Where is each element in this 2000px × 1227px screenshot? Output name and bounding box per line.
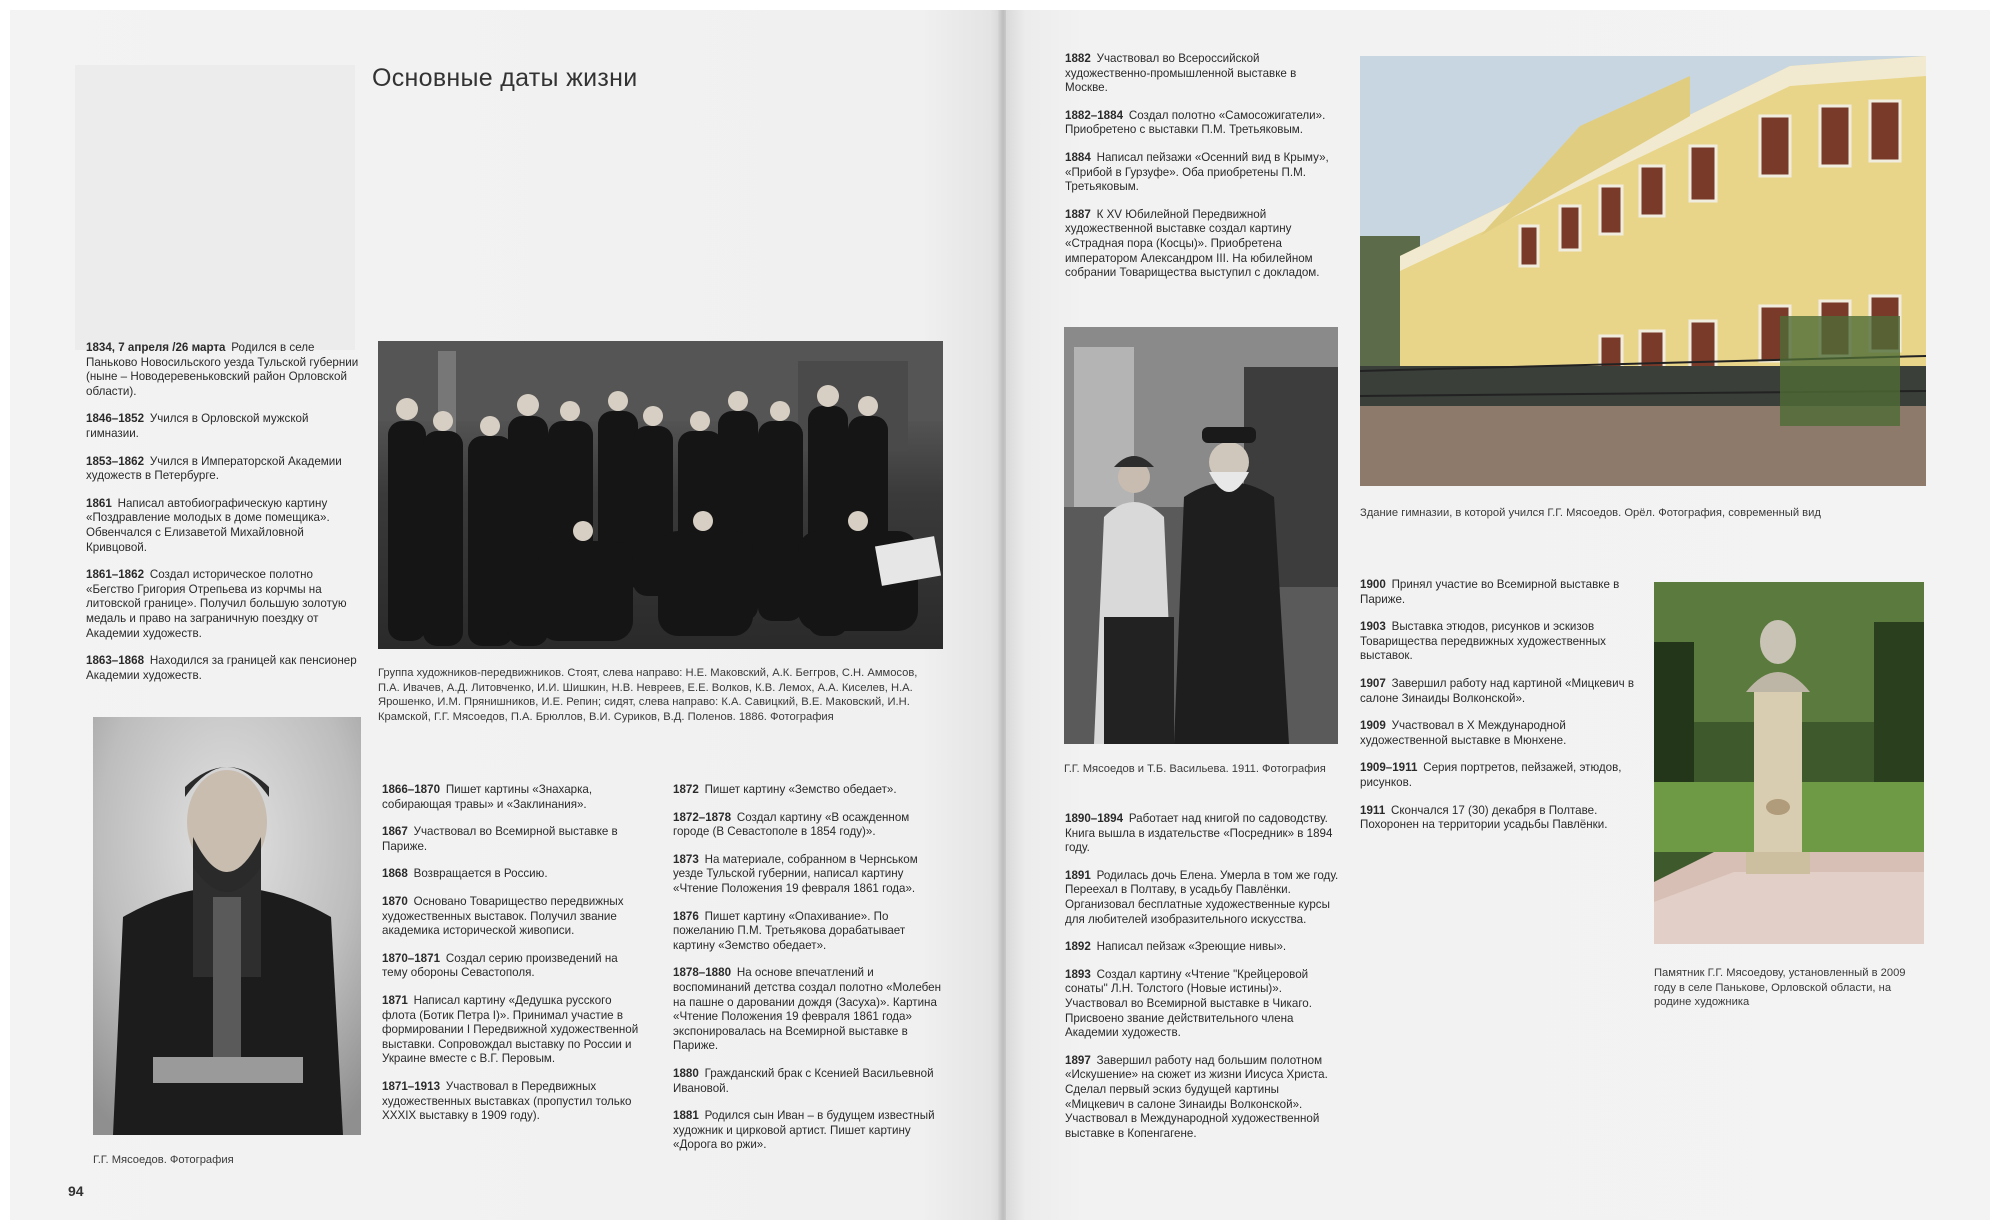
timeline-entry <box>382 783 642 812</box>
timeline-text: Родился сын Иван – в будущем известный художник и цирковой артист. Пишет картину «Дорога во ржи». <box>673 1109 935 1152</box>
timeline-entry <box>1065 940 1340 955</box>
timeline-text: Завершил работу над большим полотном «Искушение» на сюжет из жизни Иисуса Христа. Сделал первый эскиз будущей картины «Мицкевич в салоне Зинаиды Волконской». Участвовал в Международной художественной выставке в Копенгагене. <box>1065 1053 1328 1140</box>
timeline-left <box>86 341 361 696</box>
timeline-text: Учился в Императорской Академии художеств в Петербурге. <box>86 454 342 483</box>
timeline-entry <box>1065 109 1340 138</box>
timeline-entry <box>673 1109 941 1153</box>
page-title: Основные даты жизни <box>372 64 638 92</box>
timeline-text: Создал картину «В осажденном городе (В Севастополе в 1854 году)». <box>673 810 910 839</box>
timeline-entry <box>86 497 361 555</box>
timeline-text: На материале, собранном в Чернськом уезде Тульской губернии, написал картину «Чтение Положения 19 февраля 1861 года». <box>673 852 918 895</box>
timeline-entry <box>1360 620 1635 664</box>
timeline-date: 1853–1862 <box>86 454 145 468</box>
timeline-text: Создал картину «Чтение "Крейцеровой сонаты" Л.Н. Толстого (Новые истины)». Участвовал во Всемирной выставке в Чикаго. Присвоено звание действительного члена Академии художеств. <box>1065 967 1312 1040</box>
timeline-entry <box>382 1080 642 1124</box>
building-photo <box>1360 56 1926 486</box>
timeline-entry <box>382 952 642 981</box>
timeline-text: Выставка этюдов, рисунков и эскизов Товарищества передвижных художественных выставок. <box>1360 620 1606 663</box>
timeline-text: Участвовал в Передвижных художественных выставках (пропустил только XXXIX выставку в 1909 году). <box>382 1079 632 1123</box>
timeline-text: Пишет картину «Земство обедает». <box>704 783 897 796</box>
timeline-entry <box>673 811 941 840</box>
timeline-date: 1870–1871 <box>382 951 441 965</box>
timeline-text: Участвовал в X Международной художественной выставке в Мюнхене. <box>1360 719 1567 747</box>
decorative-panel <box>75 65 355 350</box>
timeline-entry <box>86 654 361 683</box>
portrait-caption: Г.Г. Мясоедов. Фотография <box>93 1154 234 1166</box>
timeline-entry <box>1360 804 1635 833</box>
timeline-right-col <box>1360 578 1635 846</box>
monument-photo <box>1654 582 1924 944</box>
timeline-entry <box>86 455 361 484</box>
timeline-text: Скончался 17 (30) декабря в Полтаве. Похоронен на территории усадьбы Павлёнки. <box>1360 803 1608 832</box>
timeline-text: Возвращается в Россию. <box>413 867 548 881</box>
page-number: 94 <box>68 1183 84 1199</box>
timeline-date: 1890–1894 <box>1065 812 1124 825</box>
timeline-date: 1891 <box>1065 868 1091 882</box>
timeline-entry <box>673 1067 941 1096</box>
timeline-date: 1893 <box>1065 967 1091 981</box>
timeline-date: 1882–1884 <box>1065 108 1124 122</box>
timeline-date: 1876 <box>673 909 699 923</box>
timeline-right-mid <box>1065 812 1340 1154</box>
timeline-date: 1882 <box>1065 52 1091 65</box>
timeline-text: Участвовал во Всемирной выставке в Париже. <box>382 825 618 853</box>
timeline-date: 1873 <box>673 852 699 866</box>
portrait-photo <box>93 717 361 1135</box>
monument-photo-caption: Памятник Г.Г. Мясоедову, установленный в 2009 году в селе Панькове, Орловской области, на родине художника <box>1654 967 1906 1009</box>
timeline-text: Создал историческое полотно «Бегство Григория Отрепьева из корчмы на литовской границе». Получил большую золотую медаль и право на заграничную поездку от Академии художеств. <box>86 568 347 640</box>
timeline-date: 1892 <box>1065 940 1091 954</box>
timeline-text: Серия портретов, пейзажей, этюдов, рисунков. <box>1360 761 1622 789</box>
timeline-text: Участвовал во Всероссийской художественно-промышленной выставке в Москве. <box>1065 52 1297 95</box>
timeline-entry <box>1065 151 1340 195</box>
timeline-entry <box>673 853 941 897</box>
timeline-date: 1872 <box>673 783 699 796</box>
timeline-entry <box>673 966 941 1054</box>
timeline-text: Написал пейзажи «Осенний вид в Крыму», «Прибой в Гурзуфе». Оба приобретены П.М. Третьяковым. <box>1065 150 1329 194</box>
timeline-mid-col1 <box>382 783 642 1137</box>
timeline-entry <box>1360 719 1635 748</box>
timeline-text: Находился за границей как пенсионер Академии художеств. <box>86 654 357 682</box>
timeline-text: Учился в Орловской мужской гимназии. <box>86 412 309 440</box>
timeline-date: 1878–1880 <box>673 966 732 980</box>
timeline-text: Создал серию произведений на тему обороны Севастополя. <box>382 951 618 980</box>
timeline-mid-col2 <box>673 783 941 1166</box>
timeline-date: 1863–1868 <box>86 654 145 668</box>
timeline-entry <box>1065 52 1340 96</box>
couple-photo <box>1064 327 1338 744</box>
timeline-date: 1884 <box>1065 150 1091 164</box>
timeline-entry <box>86 341 361 399</box>
timeline-text: Завершил работу над картиной «Мицкевич в салоне Зинаиды Волконской». <box>1360 676 1634 705</box>
timeline-date: 1897 <box>1065 1053 1091 1067</box>
timeline-text: Принял участие во Всемирной выставке в Париже. <box>1360 578 1620 606</box>
timeline-date: 1871–1913 <box>382 1079 441 1093</box>
timeline-date: 1866–1870 <box>382 783 441 796</box>
timeline-text: На основе впечатлений и воспоминаний детства создал полотно «Молебен на пашне о даровании дождя (Засуха)». Картина «Чтение Положения 19 февраля 1861 года» экспонировалась на Всемирной выставке в Париже. <box>673 966 942 1053</box>
timeline-text: Написал картину «Дедушка русского флота (Ботик Петра I)». Принимал участие в формировании I Передвижной художественной выставки. Сопровождал выставку по России и Украине вместе с В.Г. Перовым. <box>382 993 639 1066</box>
timeline-date: 1846–1852 <box>86 412 145 426</box>
timeline-date: 1909–1911 <box>1360 761 1418 775</box>
timeline-entry <box>673 783 941 798</box>
timeline-date: 1909 <box>1360 719 1386 733</box>
timeline-date: 1900 <box>1360 578 1386 591</box>
timeline-text: Написал автобиографическую картину «Поздравление молодых в доме помещика». Обвенчался с Елизаветой Михайловной Кривцовой. <box>86 496 330 554</box>
timeline-date: 1872–1878 <box>673 810 732 824</box>
timeline-text: Пишет картину «Опахивание». По пожеланию П.М. Третьякова дорабатывает картину «Земство обедает». <box>673 909 906 952</box>
timeline-entry <box>382 895 642 939</box>
timeline-date: 1870 <box>382 894 408 908</box>
timeline-text: Работает над книгой по садоводству. Книга вышла в издательстве «Посредник» в 1894 году. <box>1065 812 1333 855</box>
timeline-entry <box>382 867 642 882</box>
timeline-date: 1868 <box>382 867 408 881</box>
timeline-date: 1907 <box>1360 676 1386 690</box>
timeline-text: Написал пейзаж «Зреющие нивы». <box>1096 940 1287 954</box>
timeline-date: 1834, 7 апреля /26 марта <box>86 341 226 354</box>
timeline-entry <box>86 412 361 441</box>
timeline-date: 1871 <box>382 993 408 1007</box>
timeline-entry <box>382 825 642 854</box>
timeline-text: Родился в селе Паньково Новосильского уезда Тульской губернии (ныне – Новодеревеньковский район Орловской области). <box>86 341 359 398</box>
group-photo-caption: Группа художников-передвижников. Стоят, слева направо: Н.Е. Маковский, А.К. Беггров, С.Н. Аммосов, П.А. Ивачев, А.Д. Литовченко, И.И. Шишкин, Н.В. Невреев, Е.Е. Волков, К.В. Лемох, А.А. Киселев, Н.А. Ярошенко, И.М. Прянишников, И.Е. Репин; сидят, слева направо: К.А. Савицкий, В.Е. Маковский, И.Н. Крамской, Г.Г. Мясоедов, П.А. Брюллов, В.И. Суриков, В.Д. Поленов. 1886. Фотография <box>378 667 918 723</box>
timeline-text: К XV Юбилейной Передвижной художественной выставке создал картину «Страдная пора (Косцы)». Приобретена императором Александром III. На юбилейном собрании Товарищества выступил с докладом. <box>1065 207 1320 280</box>
timeline-date: 1867 <box>382 825 408 839</box>
timeline-entry <box>1065 1054 1340 1142</box>
timeline-date: 1880 <box>673 1066 699 1080</box>
timeline-right-top <box>1065 52 1340 294</box>
timeline-date: 1861 <box>86 496 112 510</box>
timeline-text: Пишет картины «Знахарка, собирающая травы» и «Заклинания». <box>382 783 593 811</box>
timeline-text: Создал полотно «Самосожигатели». Приобретено с выставки П.М. Третьяковым. <box>1065 108 1326 137</box>
timeline-entry <box>86 568 361 641</box>
timeline-entry <box>1360 761 1635 790</box>
timeline-entry <box>1065 968 1340 1041</box>
building-photo-caption: Здание гимназии, в которой учился Г.Г. Мясоедов. Орёл. Фотография, современный вид <box>1360 507 1821 519</box>
timeline-date: 1887 <box>1065 207 1091 221</box>
timeline-text: Родилась дочь Елена. Умерла в том же году. Переехал в Полтаву, в усадьбу Павлёнки. Организовал бесплатные художественные курсы для любителей изобразительного искусства. <box>1065 868 1339 926</box>
group-photo <box>378 341 943 649</box>
timeline-text: Основано Товарищество передвижных художественных выставок. Получил звание академика исторической живописи. <box>382 894 624 938</box>
timeline-entry <box>1065 208 1340 281</box>
timeline-date: 1881 <box>673 1109 699 1123</box>
couple-photo-caption: Г.Г. Мясоедов и Т.Б. Васильева. 1911. Фотография <box>1064 763 1326 775</box>
timeline-text: Гражданский брак с Ксенией Васильевной Ивановой. <box>673 1066 934 1095</box>
timeline-entry <box>1065 869 1340 927</box>
timeline-date: 1861–1862 <box>86 568 145 582</box>
timeline-entry <box>382 994 642 1067</box>
timeline-date: 1903 <box>1360 620 1386 634</box>
timeline-entry <box>1360 677 1635 706</box>
timeline-entry <box>673 910 941 954</box>
timeline-entry <box>1065 812 1340 856</box>
timeline-entry <box>1360 578 1635 607</box>
timeline-date: 1911 <box>1360 803 1386 817</box>
